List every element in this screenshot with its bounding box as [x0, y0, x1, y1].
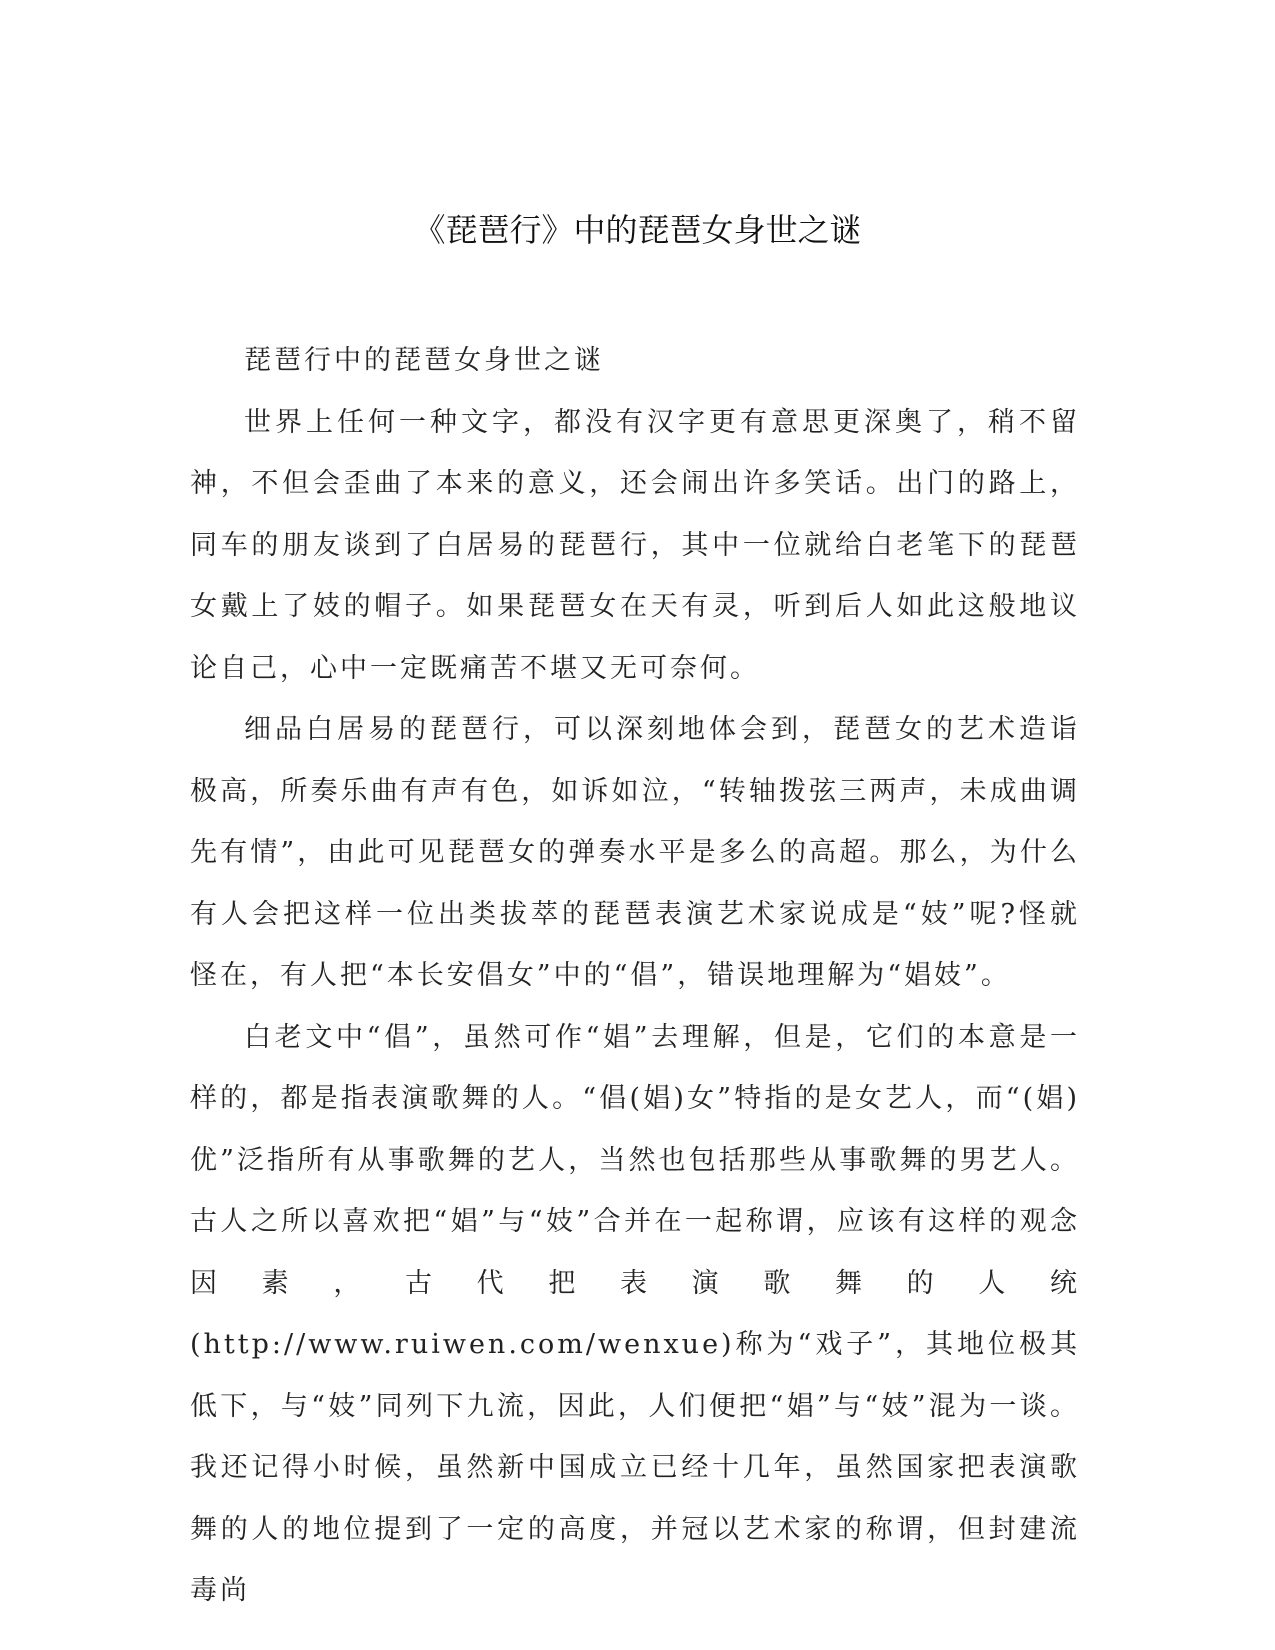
document-subtitle: 琵琶行中的琵琶女身世之谜 [244, 345, 604, 376]
document-body [190, 330, 1080, 1622]
paragraph-3: 白老文中“倡”，虽然可作“娼”去理解，但是，它们的本意是一样的，都是指表演歌舞的人。“倡(娼)女”特指的是女艺人，而“(娼)优”泛指所有从事歌舞的艺人，当然也包括那些从事歌舞的男艺人。古人之所以喜欢把“娼”与“妓”合并在一起称谓，应该有这样的观念因素，古代把表演歌舞的人统(http://www.ruiwen.com/wenxue)称为“戏子”，其地位极其低下，与“妓”同列下九流，因此，人们便把“娼”与“妓”混为一谈。我还记得小时候，虽然新中国成立已经十几年，虽然国家把表演歌舞的人的地位提到了一定的高度，并冠以艺术家的称谓，但封建流毒尚 [190, 1021, 1080, 1606]
paragraph-1: 世界上任何一种文字，都没有汉字更有意思更深奥了，稍不留神，不但会歪曲了本来的意义，还会闹出许多笑话。出门的路上，同车的朋友谈到了白居易的琵琶行，其中一位就给白老笔下的琵琶女戴上了妓的帽子。如果琵琶女在天有灵，听到后人如此这般地议论自己，心中一定既痛苦不堪又无可奈何。 [190, 406, 1080, 684]
document-title: 《琵琶行》中的琵琶女身世之谜 [413, 211, 862, 249]
paragraph-2: 细品白居易的琵琶行，可以深刻地体会到，琵琶女的艺术造诣极高，所奏乐曲有声有色，如诉如泣，“转轴拨弦三两声，未成曲调先有情”，由此可见琵琶女的弹奏水平是多么的高超。那么，为什么有人会把这样一位出类拔萃的琵琶表演艺术家说成是“妓”呢?怪就怪在，有人把“本长安倡女”中的“倡”，错误地理解为“娼妓”。 [190, 714, 1080, 991]
